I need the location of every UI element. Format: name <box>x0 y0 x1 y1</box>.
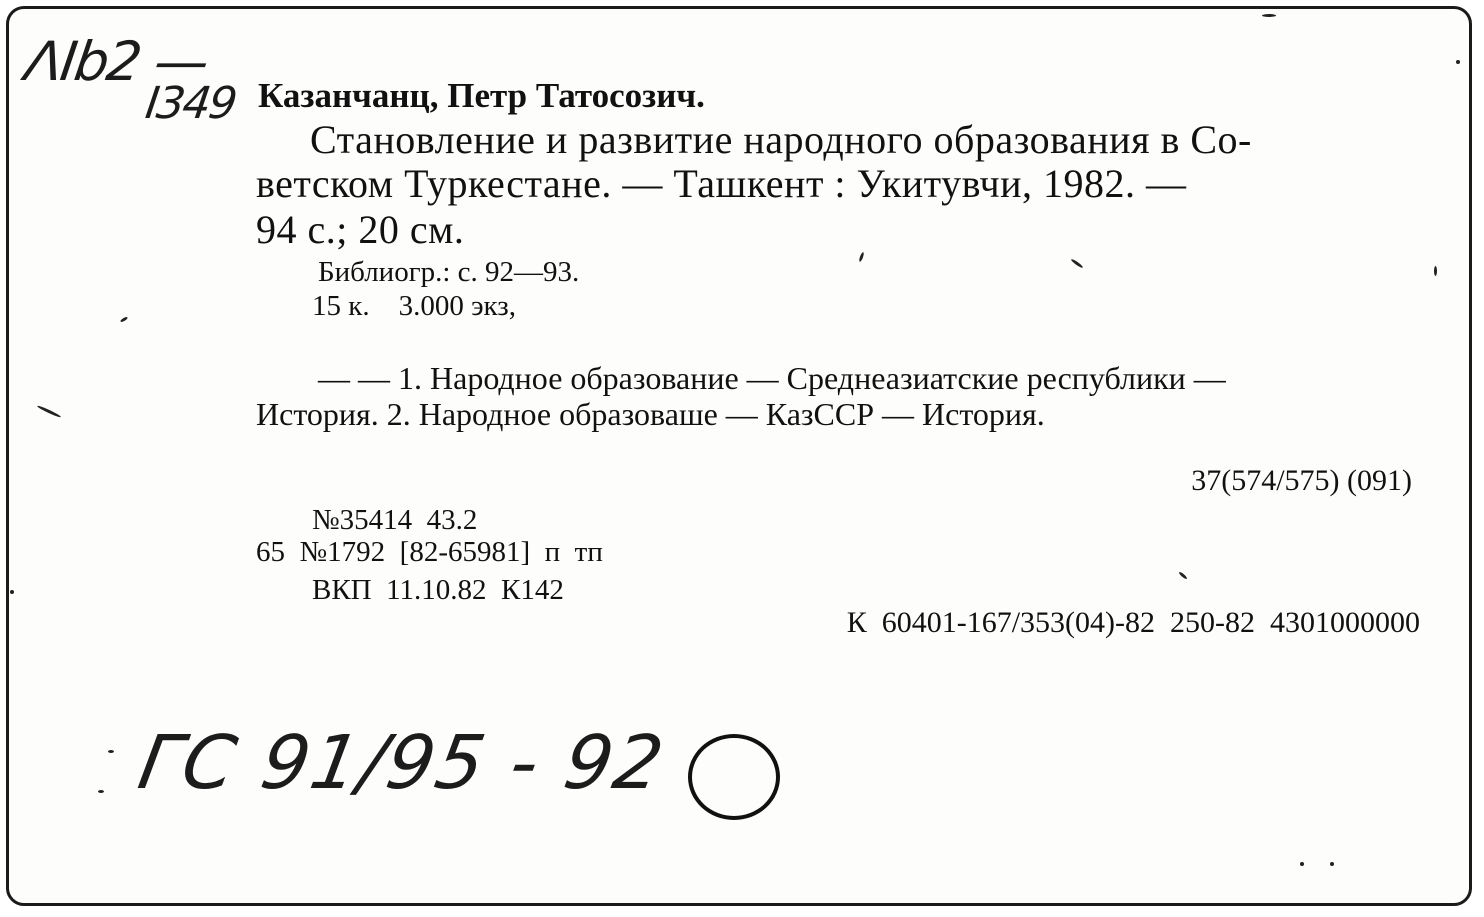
ink-speck <box>1456 60 1460 64</box>
udc-classification: 37(574/575) (091) <box>1191 464 1412 497</box>
ink-speck <box>108 750 114 753</box>
subject-headings-line-1: — — 1. Народное образование — Среднеазиатские республики — <box>318 360 1226 396</box>
ink-speck <box>10 590 14 594</box>
price-and-print-run: 15 к. 3.000 экз, <box>312 290 516 322</box>
subject-headings-line-2: История. 2. Народное образоваше — КазССР — История. <box>256 396 1045 432</box>
handwritten-call-number-top: ΛIb2 — <box>21 30 212 93</box>
bibliography-note: Библиогр.: с. 92—93. <box>318 256 580 288</box>
ink-speck <box>1330 862 1334 866</box>
ink-speck <box>1434 266 1437 276</box>
title-line-3: 94 с.; 20 см. <box>256 207 465 252</box>
title-line-2: ветском Туркестане. — Ташкент : Укитувчи, 1982. — <box>256 161 1187 206</box>
ink-speck <box>98 790 104 793</box>
ink-speck <box>1262 14 1276 17</box>
ink-speck <box>1300 862 1304 866</box>
card-punch-hole <box>688 734 780 820</box>
record-number-line-2: 65 №1792 [82-65981] п тп <box>256 536 603 568</box>
handwritten-shelfmark: ГС 91/95 - 92 <box>132 720 672 806</box>
record-number-line-3: ВКП 11.10.82 К142 <box>312 574 564 606</box>
record-number-line-1: №35414 43.2 <box>312 504 478 536</box>
author-heading: Казанчанц, Петр Татосозич. <box>258 76 705 115</box>
publication-codes: К 60401-167/353(04)-82 250-82 4301000000 <box>846 606 1420 639</box>
handwritten-call-number-bottom: I349 <box>142 78 239 129</box>
title-line-1: Становление и развитие народного образования в Со- <box>310 117 1252 162</box>
